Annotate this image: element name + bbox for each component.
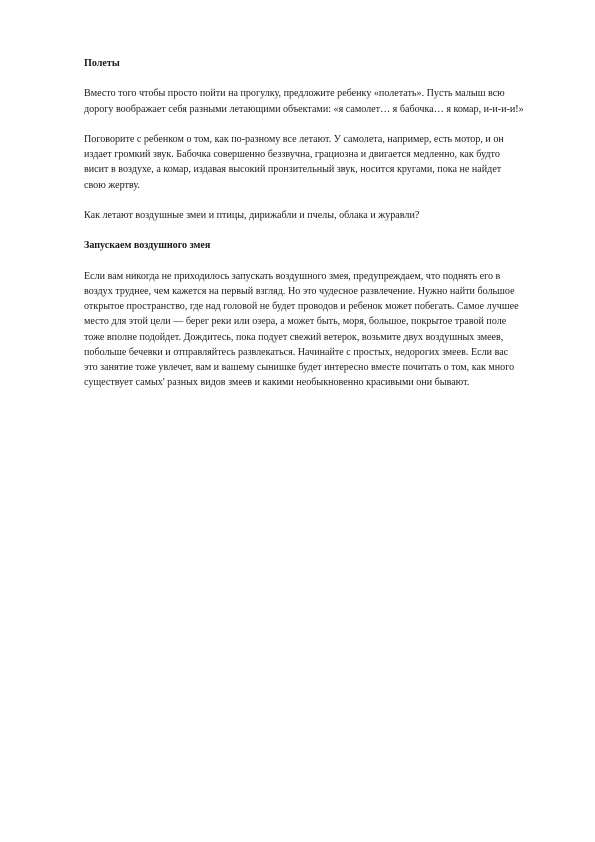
heading-flights: Полеты <box>84 58 120 69</box>
document-page <box>84 56 524 390</box>
paragraph-intro: Вместо того чтобы просто пойти на прогулку, предложите ребенку «полетать». Пусть малыш всю дорогу воображает себя разными летающими объектами: «я самолет… я бабочка… я комар, и-и-и-и!» <box>84 88 524 115</box>
paragraph-how-things-fly: Поговорите с ребенком о том, как по-разному все летают. У самолета, например, есть мотор, и он издает громкий звук. Бабочка совершенно беззвучна, грациозна и двигается медленно, как будто висит в воздухе, а комар, издавая высокий пронзительный звук, носится кругами, пока не найдет свою жертву. <box>84 133 504 191</box>
heading-kite: Запускаем воздушного змея <box>84 240 211 252</box>
paragraph-question: Как летают воздушные змеи и птицы, дирижабли и пчелы, облака и журавли? <box>84 209 420 221</box>
spacer <box>84 254 524 269</box>
spacer <box>84 117 524 132</box>
spacer <box>84 193 524 208</box>
spacer <box>84 223 524 238</box>
spacer <box>84 71 524 86</box>
paragraph-kite: Если вам никогда не приходилось запускать воздушного змея, предупреждаем, что поднять его в воздух труднее, чем кажется на первый взгляд. Но это чудесное развлечение. Нужно найти большое открытое пространство, где над головой не будет проводов и ребенок может побегать. Самое лучшее место для этой цели — берег реки или озера, а может быть, моря, большое, покрытое травой поле тоже вполне подойдет. Дождитесь, пока подует свежий ветерок, возьмите двух воздушных змеев, побольше бечевки и отправляйтесь развлекаться. Начинайте с простых, недорогих змеев. Если вас это занятие тоже увлечет, вам и вашему сынишке будет интересно вместе почитать о том, как много существует самых' разных видов змеев и какими необыкновенно красивыми они бывают. <box>84 270 519 389</box>
